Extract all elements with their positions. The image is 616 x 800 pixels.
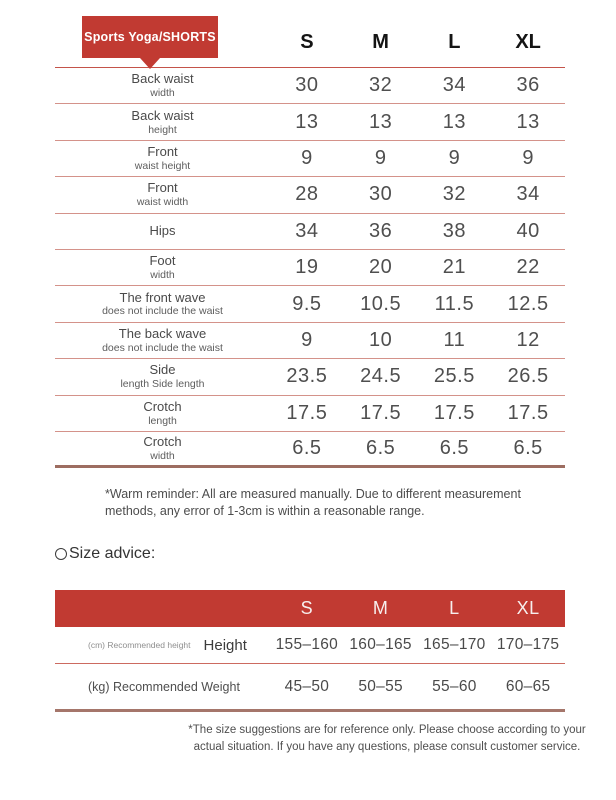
size-column-l: L [448, 31, 461, 53]
measurement-label [55, 363, 270, 390]
recommended-weight-row [55, 664, 565, 712]
measurement-label [55, 109, 270, 136]
measurement-value-s: 28 [295, 183, 319, 206]
measurement-value-m: 32 [369, 74, 393, 97]
measurement-value-m: 13 [369, 110, 393, 133]
measurement-label-line2: waist width [136, 196, 189, 209]
table-row [55, 396, 565, 432]
size-column-m: M [372, 31, 389, 53]
measurement-value-xl: 34 [516, 183, 540, 206]
measurement-label [55, 291, 270, 318]
size-advice-heading-label: Size advice: [69, 545, 156, 562]
measurement-value-l: 11.5 [434, 292, 475, 315]
height-label: Height [203, 636, 247, 654]
measurement-label-line2: length Side length [120, 378, 205, 391]
measurement-value-s: 9 [301, 328, 313, 351]
measurement-label-line1: Side [149, 362, 176, 378]
height-row-label [55, 637, 270, 654]
measurement-label-line2: does not include the waist [102, 341, 223, 354]
measurement-value-m: 9 [374, 146, 387, 169]
weight-value-l: 55–60 [432, 677, 477, 695]
measurement-label-line2: width [150, 87, 175, 100]
measurement-label [55, 254, 270, 281]
measurement-label-line1: Back waist [131, 71, 194, 87]
height-value-xl: 170–175 [496, 636, 560, 653]
table-row [55, 214, 565, 250]
measurement-label-line1: The back wave [118, 325, 207, 341]
weight-value-s: 45–50 [284, 677, 330, 695]
measurement-value-l: 25.5 [433, 365, 475, 388]
measurement-value-l: 9 [448, 146, 461, 169]
measurement-value-s: 30 [295, 74, 319, 97]
size-advice-heading [55, 545, 155, 563]
table-row [55, 177, 565, 213]
table-row [55, 432, 565, 468]
warm-reminder-note: *Warm reminder: All are measured manually. Due to different measurement methods, any error of 1-3cm is within a reasonable range. [105, 487, 521, 518]
measurement-label [55, 181, 270, 208]
measurement-value-l: 32 [442, 183, 466, 206]
size-advice-footnote: *The size suggestions are for reference only. Please choose according to your actual situation. If you have any questions, please consult customer service. [188, 724, 586, 754]
weight-row-label [55, 680, 270, 694]
measurement-label [55, 400, 270, 427]
measurement-value-xl: 12.5 [507, 292, 549, 315]
advice-column-s: S [300, 598, 314, 618]
table-row [55, 286, 565, 322]
measurement-label [55, 72, 270, 99]
measurements-table [55, 0, 565, 468]
measurement-value-xl: 13 [516, 110, 540, 133]
measurement-value-s: 9 [301, 146, 313, 169]
measurement-label-line1: Front [147, 143, 178, 159]
table-row [55, 323, 565, 359]
measurement-label-line1: The front wave [119, 289, 206, 305]
category-badge-label: Sports Yoga/SHORTS [84, 30, 216, 44]
measurement-value-l: 38 [442, 219, 466, 242]
badge-pointer-icon [140, 58, 160, 69]
measurement-label-line2: height [148, 123, 177, 136]
measurement-label-line1: Front [147, 180, 178, 196]
measurement-label-line2: length [148, 414, 177, 427]
measurement-value-xl: 9 [522, 146, 534, 169]
measurement-value-xl: 12 [516, 328, 540, 351]
measurement-label-line2: width [150, 450, 175, 463]
height-unit-label: (cm) Recommended height [88, 640, 191, 650]
measurement-label-line1: Hips [149, 222, 176, 238]
advice-column-xl: XL [516, 598, 540, 618]
measurement-label-line1: Crotch [143, 398, 182, 414]
measurement-label-line2: width [150, 269, 175, 282]
category-badge [82, 16, 218, 58]
measurement-label-line2: waist height [134, 159, 191, 172]
measurement-value-s: 9.5 [292, 292, 322, 315]
measurement-value-s: 6.5 [292, 437, 322, 460]
height-value-m: 160–165 [349, 636, 412, 653]
recommended-height-row [55, 627, 565, 664]
measurement-value-m: 30 [369, 183, 393, 206]
measurement-label-line1: Foot [149, 253, 176, 269]
measurement-value-m: 10.5 [360, 292, 402, 315]
measurement-value-m: 6.5 [365, 437, 396, 460]
weight-value-xl: 60–65 [505, 677, 551, 695]
measurement-value-l: 21 [442, 256, 466, 279]
size-column-s: S [300, 31, 314, 53]
measurement-value-m: 17.5 [360, 401, 402, 424]
measurement-value-m: 10 [369, 328, 393, 351]
size-advice-table [55, 590, 565, 712]
measurement-value-xl: 36 [516, 74, 540, 97]
table-row [55, 104, 565, 140]
measurement-value-s: 23.5 [286, 365, 328, 388]
measurement-value-l: 13 [442, 110, 466, 133]
measurement-value-xl: 17.5 [507, 401, 549, 424]
measurement-value-m: 36 [369, 219, 393, 242]
measurement-value-l: 34 [442, 74, 466, 97]
measurement-label [55, 435, 270, 462]
table-row [55, 141, 565, 177]
measurement-value-m: 24.5 [360, 365, 402, 388]
measurement-value-xl: 26.5 [507, 365, 549, 388]
size-column-xl: XL [515, 31, 541, 53]
measurement-label-line2: does not include the waist [102, 305, 223, 318]
measurement-value-s: 17.5 [286, 401, 328, 424]
measurement-value-xl: 40 [516, 219, 540, 242]
measurement-value-l: 17.5 [433, 401, 475, 424]
table-row [55, 359, 565, 395]
advice-column-l: L [449, 598, 460, 618]
table-row [55, 250, 565, 286]
measurement-value-s: 13 [295, 110, 319, 133]
circle-icon [55, 548, 67, 560]
measurement-value-xl: 6.5 [513, 437, 543, 460]
weight-unit-label: (kg) Recommended Weight [88, 679, 240, 694]
measurement-label [55, 327, 270, 354]
measurement-value-l: 11 [443, 328, 466, 351]
measurement-value-s: 19 [295, 256, 319, 279]
table-row [55, 68, 565, 104]
measurement-value-xl: 22 [516, 256, 540, 279]
measurement-label-line1: Back waist [131, 107, 194, 123]
measurement-value-l: 6.5 [439, 437, 470, 460]
weight-value-m: 50–55 [358, 677, 403, 695]
advice-column-m: M [372, 598, 389, 618]
measurement-value-s: 34 [295, 219, 319, 242]
measurement-label [55, 224, 270, 239]
height-value-l: 165–170 [423, 636, 486, 653]
size-advice-header-row [55, 590, 565, 627]
measurement-value-m: 20 [369, 256, 393, 279]
height-value-s: 155–160 [275, 636, 339, 653]
measurement-label [55, 145, 270, 172]
measurement-label-line1: Crotch [143, 434, 182, 450]
